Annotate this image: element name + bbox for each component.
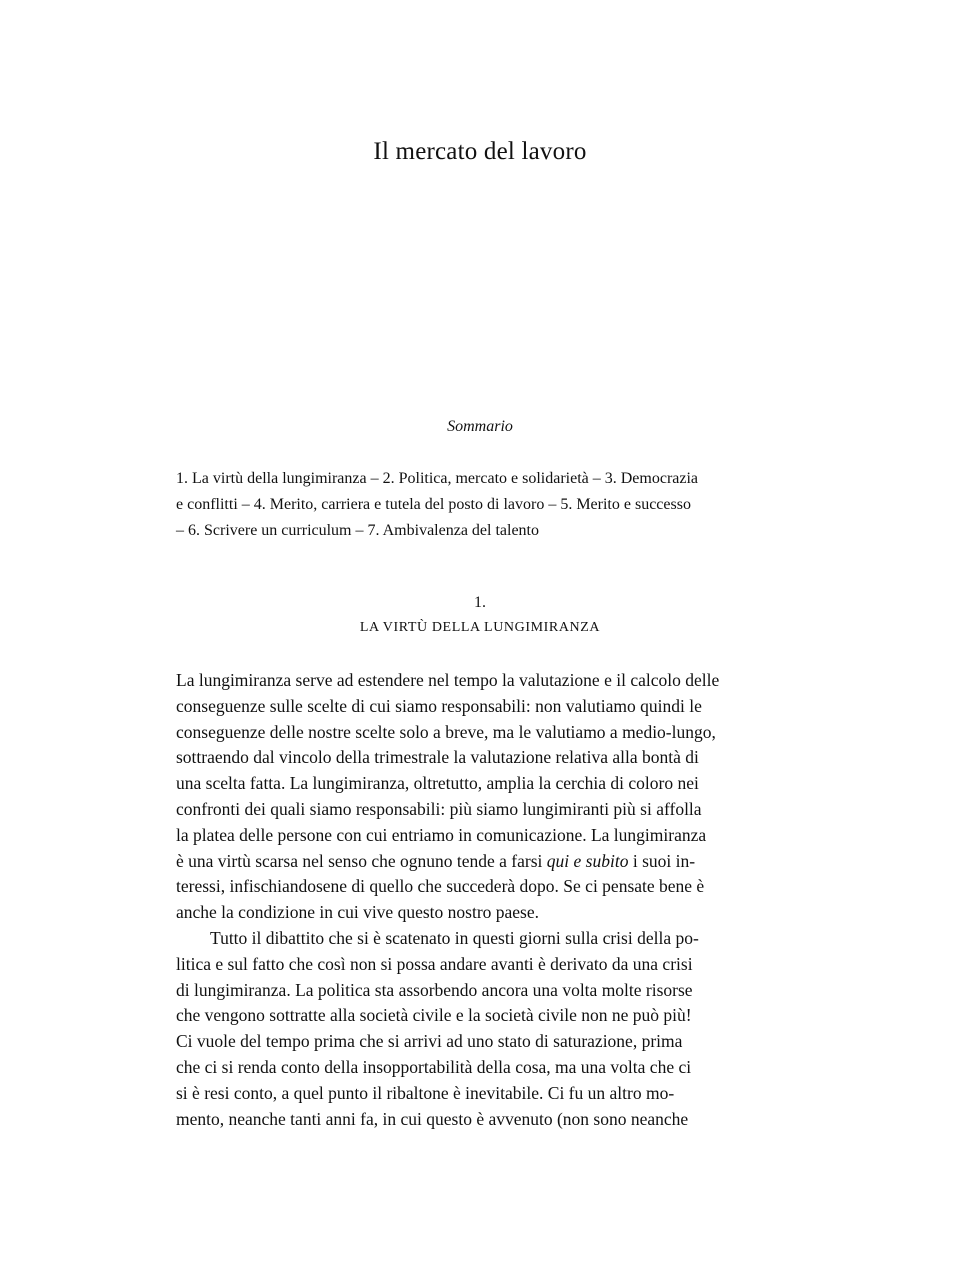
body-line: teressi, infischiandosene di quello che succederà dopo. Se ci pensate bene è — [176, 876, 705, 897]
body-line: sottraendo dal vincolo della trimestrale la valutazione relativa alla bontà di — [176, 747, 699, 768]
body-line: anche la condizione in cui vive questo nostro paese. — [176, 902, 540, 923]
body-line: La lungimiranza serve ad estendere nel tempo la valutazione e il calcolo delle — [176, 670, 720, 690]
body-line: Ci vuole del tempo prima che si arrivi ad uno stato di saturazione, prima — [176, 1031, 683, 1052]
summary-line: e conflitti – 4. Merito, carriera e tutela del posto di lavoro – 5. Merito e successo — [176, 496, 691, 513]
body-line: mento, neanche tanti anni fa, in cui questo è avvenuto (non sono neanche — [176, 1108, 689, 1129]
body-line: che ci si renda conto della insopportabilità della cosa, ma una volta che ci — [176, 1056, 692, 1077]
body-text-segment: i suoi in- — [628, 850, 696, 871]
body-line: di lungimiranza. La politica sta assorbendo ancora una volta molte risorse — [176, 979, 693, 1000]
italic-phrase: qui e subito — [546, 850, 629, 871]
body-text — [176, 668, 786, 1132]
body-line: la platea delle persone con cui entriamo in comunicazione. La lungimiranza — [176, 824, 707, 845]
summary-heading: Sommario — [447, 418, 513, 435]
body-line: conseguenze sulle scelte di cui siamo responsabili: non valutiamo quindi le — [176, 695, 702, 716]
body-line: che vengono sottratte alla società civile e la società civile non ne può più! — [176, 1005, 692, 1026]
summary-line: 1. La virtù della lungimiranza – 2. Politica, mercato e solidarietà – 3. Democrazia — [176, 470, 699, 487]
body-line: si è resi conto, a quel punto il ribaltone è inevitabile. Ci fu un altro mo- — [176, 1082, 675, 1103]
summary-contents — [176, 466, 786, 544]
body-line: una scelta fatta. La lungimiranza, oltretutto, amplia la cerchia di coloro nei — [176, 773, 699, 794]
body-line: conseguenze delle nostre scelte solo a breve, ma le valutiamo a medio-lungo, — [176, 721, 716, 742]
body-text-segment: è una virtù scarsa nel senso che ognuno tende a farsi — [176, 850, 547, 871]
summary-line: – 6. Scrivere un curriculum – 7. Ambivalenza del talento — [176, 522, 539, 539]
body-line-with-italic — [176, 849, 786, 875]
body-line: Tutto il dibattito che si è scatenato in questi giorni sulla crisi della po- — [210, 927, 699, 948]
body-line: litica e sul fatto che così non si possa andare avanti è derivato da una crisi — [176, 953, 693, 974]
chapter-title: Il mercato del lavoro — [373, 138, 587, 165]
section-title: LA VIRTÙ DELLA LUNGIMIRANZA — [359, 620, 601, 635]
body-line: confronti dei quali siamo responsabili: più siamo lungimiranti più si affolla — [176, 798, 702, 819]
section-number: 1. — [474, 594, 486, 611]
